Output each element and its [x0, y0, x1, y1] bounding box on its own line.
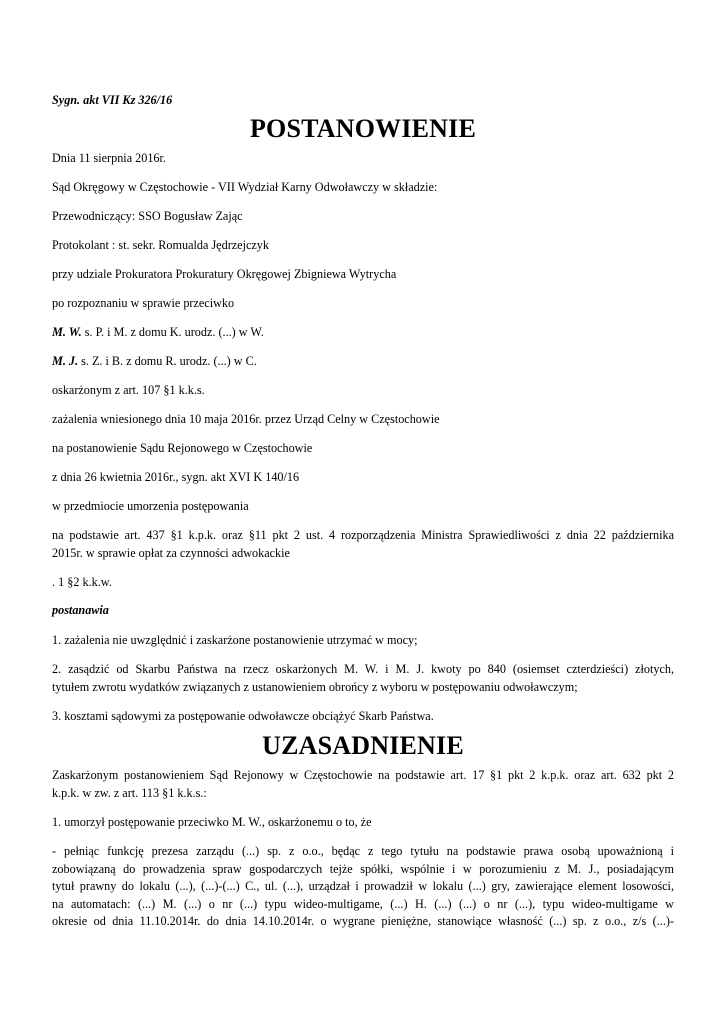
subject-matter: w przedmiocie umorzenia postępowania — [52, 499, 249, 513]
ruling-point-3: 3. kosztami sądowymi za postępowanie odwoławcze obciążyć Skarb Państwa. — [52, 709, 434, 723]
justification-line: na automatach: (...) M. (...) o nr (...) typu wideo-multigame, (...) H. (...) (...) o nr (...), typu wideo-multigame w — [52, 896, 674, 911]
justification-intro — [52, 767, 674, 802]
justification-line: tytuł prawny do lokalu (...), (...)-(...) C., ul. (...), urządzał i prowadził w lokalu (...) gry, zawierające element losowości, — [52, 879, 674, 893]
ruling-point-1: 1. zażalenia nie uwzględnić i zaskarżone postanowienie utrzymać w mocy; — [52, 633, 418, 647]
ruling-point-2 — [52, 661, 674, 696]
kkw-reference: . 1 §2 k.k.w. — [52, 575, 112, 589]
defendant-1-name: M. W. — [52, 325, 82, 339]
justification-intro-line: Zaskarżonym postanowieniem Sąd Rejonowy w Częstochowie na podstawie art. 17 §1 pkt 2 k.p.k. oraz art. 632 pkt 2 — [52, 768, 674, 782]
justification-intro-line: k.p.k. w zw. z art. 113 §1 k.k.s.: — [52, 785, 207, 800]
case-reference: Sygn. akt VII Kz 326/16 — [52, 93, 173, 107]
charges: oskarżonym z art. 107 §1 k.k.s. — [52, 383, 205, 397]
defendant-2-name: M. J. — [52, 354, 79, 368]
defendant-1 — [52, 324, 674, 342]
defendant-1-details: s. P. i M. z domu K. urodz. (...) w W. — [81, 325, 264, 339]
defendant-2-details: s. Z. i B. z domu R. urodz. (...) w C. — [78, 354, 257, 368]
legal-basis-line: na podstawie art. 437 §1 k.p.k. oraz §11 pkt 2 ust. 4 rozporządzenia Ministra Sprawiedliwości z dnia 22 października — [52, 528, 674, 542]
legal-basis — [52, 527, 674, 562]
document-title: POSTANOWIENIE — [249, 114, 477, 143]
prosecutor-participation: przy udziale Prokuratora Prokuratury Okręgowej Zbigniewa Wytrycha — [52, 267, 397, 281]
justification-line: okresie od dnia 11.10.2014r. do dnia 14.10.2014r. o wygrane pieniężne, stanowiące własność (...) sp. z o.o., z/s (...)- — [52, 914, 674, 928]
justification-line: zobowiązaną do prowadzenia spraw gospodarczych tejże spółki, wspólnie i w porozumieniu z M. J., posiadającym — [52, 861, 674, 876]
ruling-heading: postanawia — [52, 603, 109, 617]
court-clerk: Protokolant : st. sekr. Romualda Jędrzejczyk — [52, 238, 269, 252]
decision-date: Dnia 11 sierpnia 2016r. — [52, 151, 166, 165]
contested-decision: na postanowienie Sądu Rejonowego w Częstochowie — [52, 441, 313, 455]
court-composition: Sąd Okręgowy w Częstochowie - VII Wydział Karny Odwoławczy w składzie: — [52, 180, 438, 194]
contested-decision-date: z dnia 26 kwietnia 2016r., sygn. akt XVI K 140/16 — [52, 470, 300, 484]
justification-title: UZASADNIENIE — [262, 731, 464, 760]
ruling-point-2-line: tytułem zwrotu wydatków związanych z ustanowieniem obrońcy z wyboru w postępowaniu odwoławczym; — [52, 679, 578, 694]
legal-basis-line: 2015r. w sprawie opłat za czynności adwokackie — [52, 545, 290, 560]
complaint: zażalenia wniesionego dnia 10 maja 2016r. przez Urząd Celny w Częstochowie — [52, 412, 440, 426]
ruling-point-2-line: 2. zasądzić od Skarbu Państwa na rzecz oskarżonych M. W. i M. J. kwoty po 840 (osiemset czterdzieści) złotych, — [52, 662, 674, 676]
after-review: po rozpoznaniu w sprawie przeciwko — [52, 296, 235, 310]
justification-point-1: 1. umorzył postępowanie przeciwko M. W., oskarżonemu o to, że — [52, 815, 372, 829]
justification-paragraph — [52, 843, 674, 931]
presiding-judge: Przewodniczący: SSO Bogusław Zając — [52, 209, 243, 223]
justification-line: - pełniąc funkcję prezesa zarządu (...) sp. z o.o., będąc z tego tytułu na podstawie prawa osobą upoważnioną i — [52, 844, 674, 858]
defendant-2 — [52, 353, 674, 371]
